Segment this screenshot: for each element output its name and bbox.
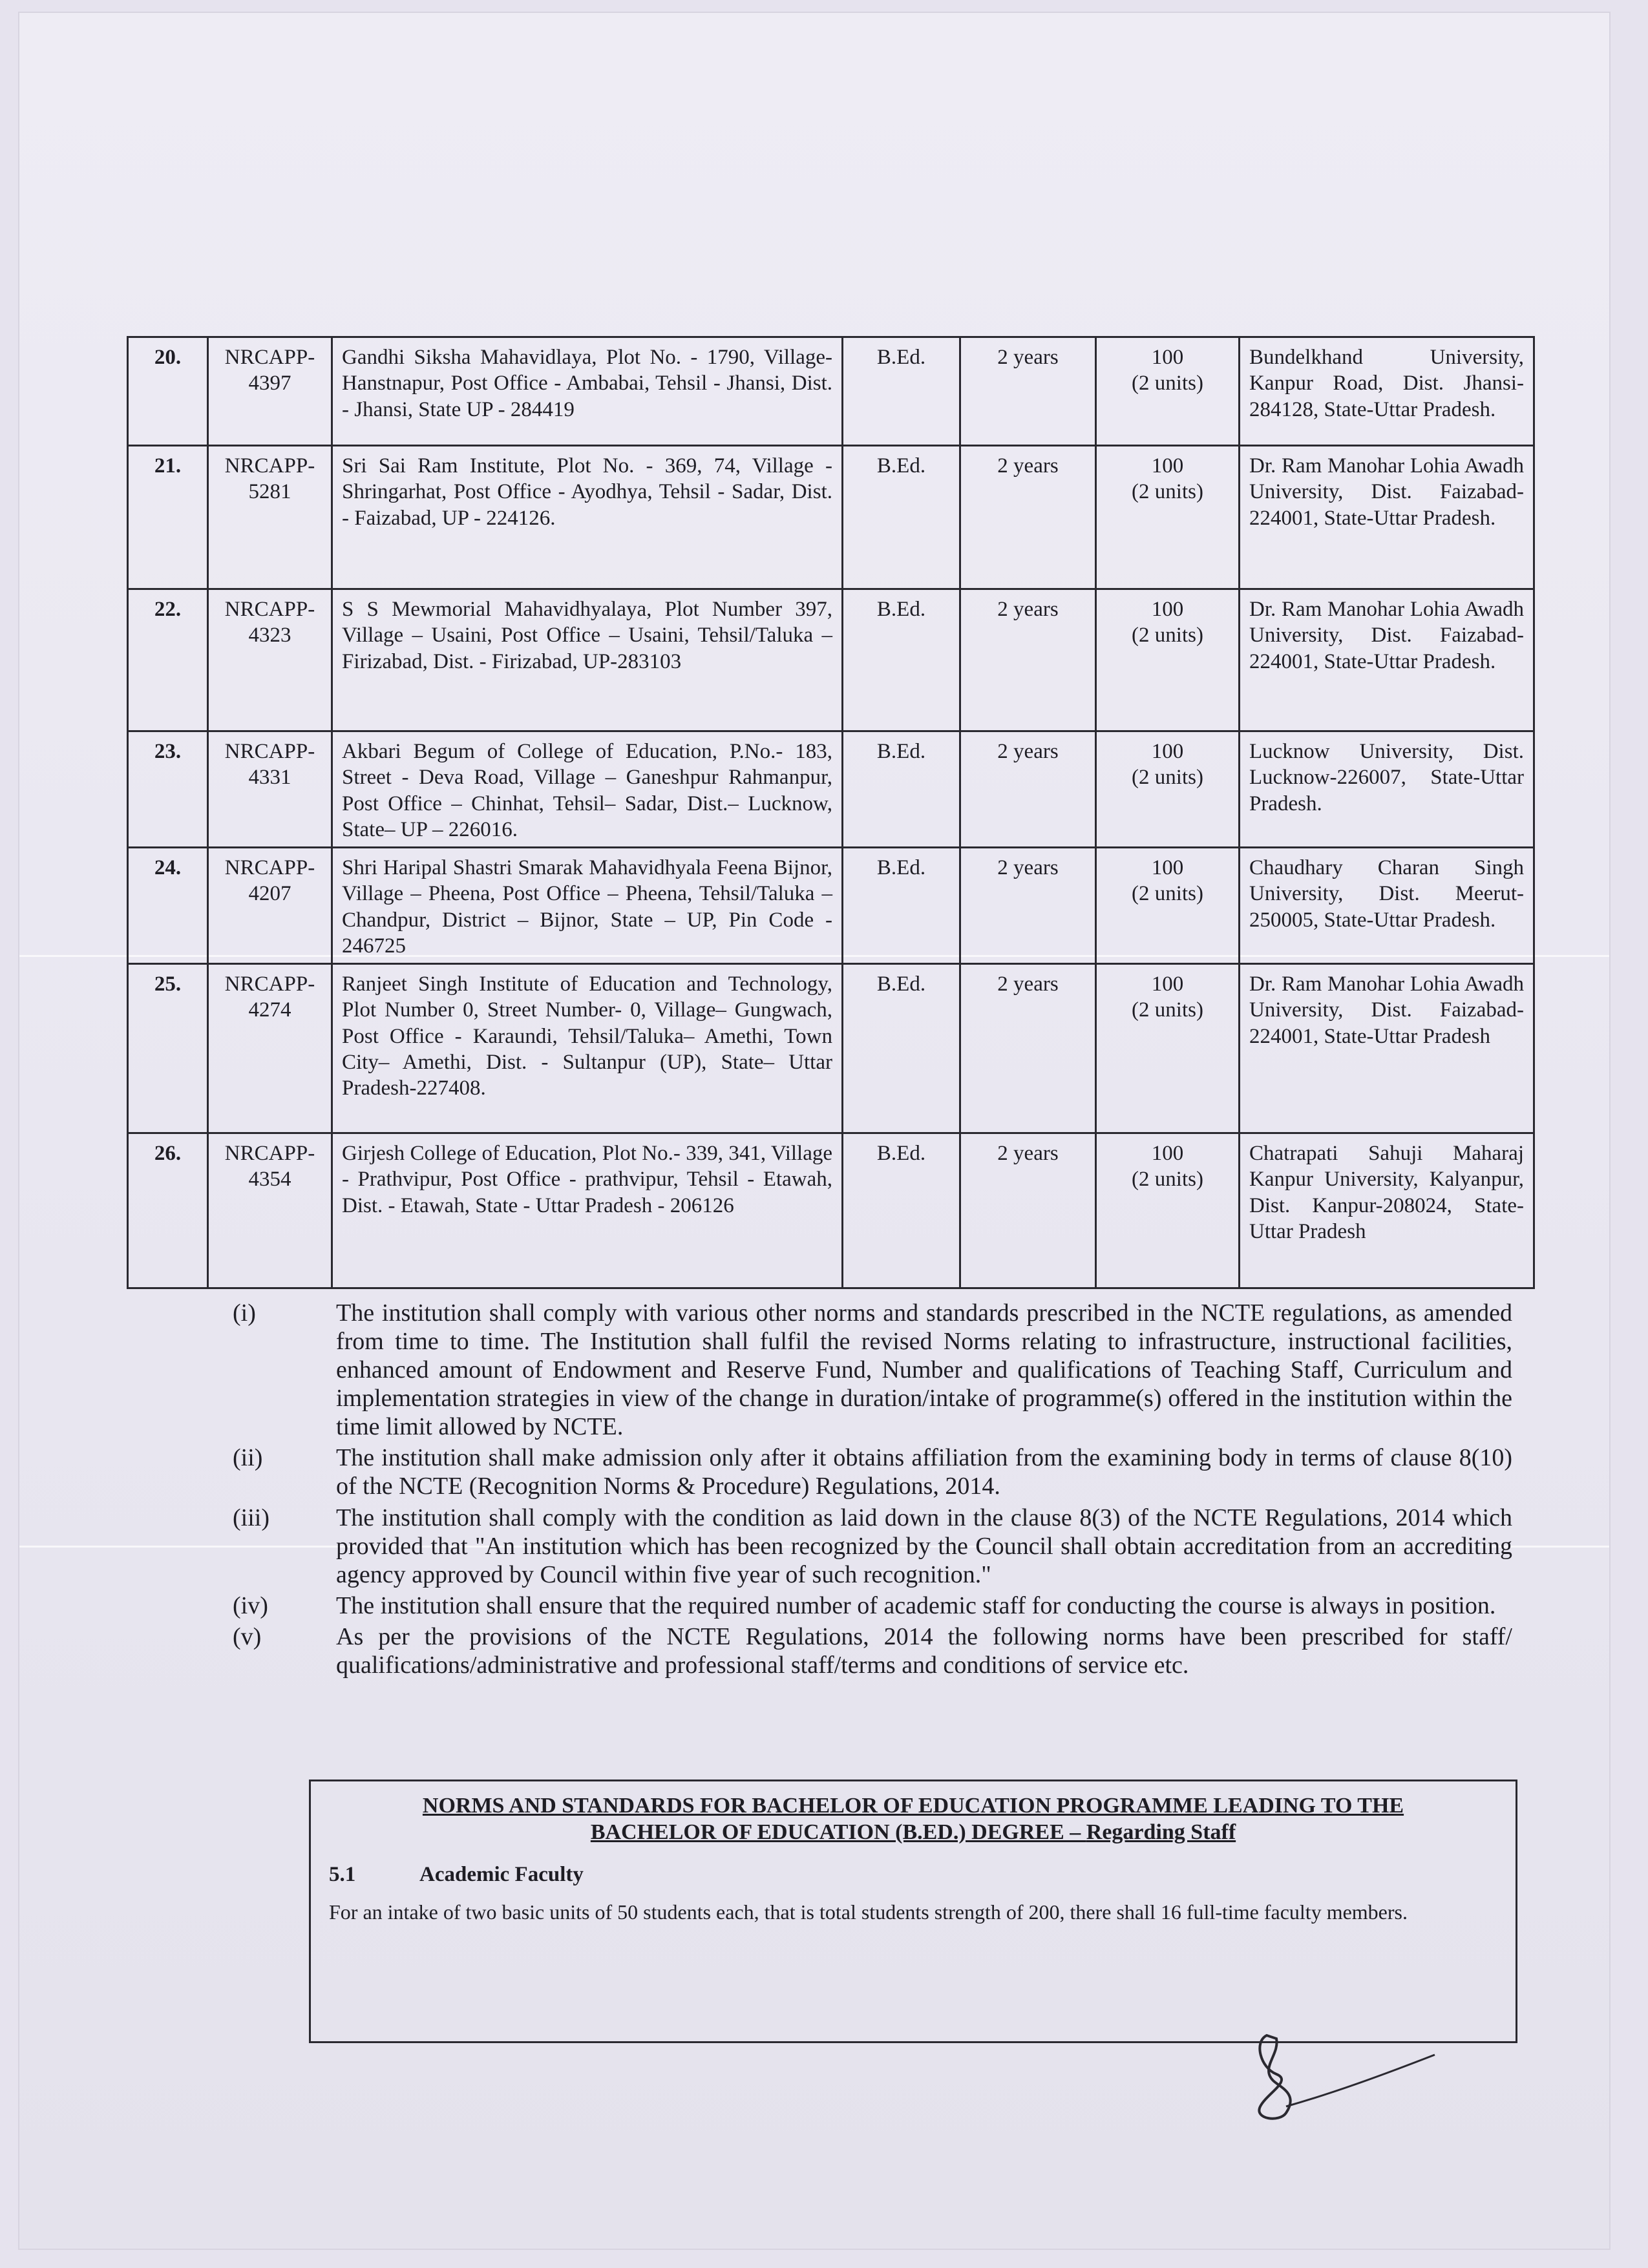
institution-address: Akbari Begum of College of Education, P.No.- 183, Street - Deva Road, Village – Ganeshpur Rahmanpur, Post Office – Chinhat, Tehsil– Sadar, Dist.– Lucknow, State– UP – 226016. <box>332 731 843 848</box>
section-text: For an intake of two basic units of 50 students each, that is total students strength of 200, there shall 16 full-time faculty members. <box>329 1900 1408 1924</box>
clause-text: The institution shall comply with the condition as laid down in the clause 8(3) of the NCTE Regulations, 2014 which provided that "An institution which has been recognized by the Council shall obtain accreditation from an accrediting agency approved by Council within five year of such recognition." <box>336 1504 1512 1588</box>
table-row <box>128 1133 1534 1288</box>
intake-capacity: 100 (2 units) <box>1096 1133 1240 1288</box>
table-row <box>128 964 1534 1133</box>
section-heading <box>329 1863 1497 1887</box>
clause-number: (iii) <box>233 1504 269 1531</box>
clause-text: The institution shall make admission only after it obtains affiliation from the examining body in terms of clause 8(10) of the NCTE (Recognition Norms & Procedure) Regulations, 2014. <box>336 1444 1512 1500</box>
institution-address: Sri Sai Ram Institute, Plot No. - 369, 74, Village - Shringarhat, Post Office - Ayodhya, Tehsil - Sadar, Dist. - Faizabad, UP - 224126. <box>332 446 843 589</box>
affiliating-university: Lucknow University, Dist. Lucknow-226007, State-Uttar Pradesh. <box>1240 731 1534 848</box>
institution-address: S S Mewmorial Mahavidhyalaya, Plot Number 397, Village – Usaini, Post Office – Usaini, Tehsil/Taluka – Firizabad, Dist. - Firizabad, UP-283103 <box>332 589 843 731</box>
course-name: B.Ed. <box>843 337 960 446</box>
clause-text: The institution shall comply with various other norms and standards prescribed in the NCTE regulations, as amended from time to time. The Institution shall fulfil the revised Norms relating to infrastructure, instructional facilities, enhanced amount of Endowment and Reserve Fund, Number and qualifications of Teaching Staff, Curriculum and implementation strategies in view of the change in duration/intake of programme(s) offered in the institution within the time limit allowed by NCTE. <box>336 1299 1512 1441</box>
section-number: 5.1 <box>329 1862 356 1886</box>
app-code: NRCAPP- 4323 <box>208 589 332 731</box>
norms-title-line1: NORMS AND STANDARDS FOR BACHELOR OF EDUCATION PROGRAMME LEADING TO THE <box>422 1794 1404 1818</box>
clause-number: (v) <box>233 1622 262 1650</box>
affiliating-university: Dr. Ram Manohar Lohia Awadh University, Dist. Faizabad-224001, State-Uttar Pradesh. <box>1240 589 1534 731</box>
institution-address: Ranjeet Singh Institute of Education and Technology, Plot Number 0, Street Number- 0, Village– Gungwach, Post Office - Karaundi, Tehsil/Taluka– Amethi, Town City– Amethi, Dist. - Sultanpur (UP), State– Uttar Pradesh-227408. <box>332 964 843 1133</box>
section-title: Academic Faculty <box>419 1862 584 1886</box>
signature-icon <box>1241 2016 1448 2132</box>
app-code: NRCAPP- 4397 <box>208 337 332 446</box>
table-body <box>128 337 1534 1288</box>
clause-item <box>233 1444 1512 1500</box>
institution-address: Gandhi Siksha Mahavidlaya, Plot No. - 1790, Village- Hanstnapur, Post Office - Ambabai, Tehsil - Jhansi, Dist. - Jhansi, State UP - 284419 <box>332 337 843 446</box>
intake-capacity: 100 (2 units) <box>1096 848 1240 964</box>
clause-number: (iv) <box>233 1591 268 1619</box>
clause-number: (i) <box>233 1299 256 1327</box>
table-row <box>128 337 1534 446</box>
affiliating-university: Dr. Ram Manohar Lohia Awadh University, Dist. Faizabad-224001, State-Uttar Pradesh <box>1240 964 1534 1133</box>
institution-address: Shri Haripal Shastri Smarak Mahavidhyala Feena Bijnor, Village – Pheena, Post Office – Pheena, Tehsil/Taluka – Chandpur, District – Bijnor, State – UP, Pin Code - 246725 <box>332 848 843 964</box>
clause-number: (ii) <box>233 1444 263 1472</box>
clause-item <box>233 1622 1512 1679</box>
table-row <box>128 446 1534 589</box>
affiliating-university: Chaudhary Charan Singh University, Dist. Meerut-250005, State-Uttar Pradesh. <box>1240 848 1534 964</box>
course-duration: 2 years <box>960 446 1096 589</box>
course-name: B.Ed. <box>843 731 960 848</box>
course-duration: 2 years <box>960 337 1096 446</box>
institution-address: Girjesh College of Education, Plot No.- 339, 341, Village - Prathvipur, Post Office - prathvipur, Tehsil - Etawah, Dist. - Etawah, State - Uttar Pradesh - 206126 <box>332 1133 843 1288</box>
app-code: NRCAPP- 4331 <box>208 731 332 848</box>
intake-capacity: 100 (2 units) <box>1096 964 1240 1133</box>
intake-capacity: 100 (2 units) <box>1096 337 1240 446</box>
row-number: 23. <box>128 731 208 848</box>
intake-capacity: 100 (2 units) <box>1096 589 1240 731</box>
table-row <box>128 848 1534 964</box>
norms-title <box>329 1793 1497 1846</box>
affiliating-university: Dr. Ram Manohar Lohia Awadh University, Dist. Faizabad-224001, State-Uttar Pradesh. <box>1240 446 1534 589</box>
table-row <box>128 589 1534 731</box>
affiliating-university: Bundelkhand University, Kanpur Road, Dist. Jhansi-284128, State-Uttar Pradesh. <box>1240 337 1534 446</box>
intake-capacity: 100 (2 units) <box>1096 731 1240 848</box>
table-row <box>128 731 1534 848</box>
clause-item <box>233 1591 1512 1620</box>
course-duration: 2 years <box>960 1133 1096 1288</box>
norms-title-sub: Regarding Staff <box>1086 1820 1236 1844</box>
app-code: NRCAPP- 4274 <box>208 964 332 1133</box>
app-code: NRCAPP- 4207 <box>208 848 332 964</box>
clause-text: As per the provisions of the NCTE Regulations, 2014 the following norms have been prescribed for staff/ qualifications/administrative and professional staff/terms and conditions of service etc. <box>336 1622 1512 1679</box>
clause-item <box>233 1504 1512 1589</box>
row-number: 20. <box>128 337 208 446</box>
app-code: NRCAPP- 4354 <box>208 1133 332 1288</box>
course-name: B.Ed. <box>843 589 960 731</box>
intake-capacity: 100 (2 units) <box>1096 446 1240 589</box>
course-name: B.Ed. <box>843 964 960 1133</box>
row-number: 22. <box>128 589 208 731</box>
clause-item <box>233 1299 1512 1441</box>
row-number: 24. <box>128 848 208 964</box>
course-duration: 2 years <box>960 964 1096 1133</box>
clause-text: The institution shall ensure that the required number of academic staff for conducting the course is always in position. <box>336 1591 1496 1619</box>
course-name: B.Ed. <box>843 848 960 964</box>
course-duration: 2 years <box>960 848 1096 964</box>
row-number: 26. <box>128 1133 208 1288</box>
app-code: NRCAPP- 5281 <box>208 446 332 589</box>
course-name: B.Ed. <box>843 1133 960 1288</box>
affiliating-university: Chatrapati Sahuji Maharaj Kanpur University, Kalyanpur, Dist. Kanpur-208024, State-Uttar Pradesh <box>1240 1133 1534 1288</box>
norms-box <box>309 1780 1517 2043</box>
course-duration: 2 years <box>960 731 1096 848</box>
conditions-list <box>233 1299 1512 1682</box>
course-duration: 2 years <box>960 589 1096 731</box>
norms-title-line2: BACHELOR OF EDUCATION (B.ED.) DEGREE – <box>590 1820 1086 1844</box>
row-number: 25. <box>128 964 208 1133</box>
institutions-table <box>127 336 1535 1289</box>
row-number: 21. <box>128 446 208 589</box>
course-name: B.Ed. <box>843 446 960 589</box>
